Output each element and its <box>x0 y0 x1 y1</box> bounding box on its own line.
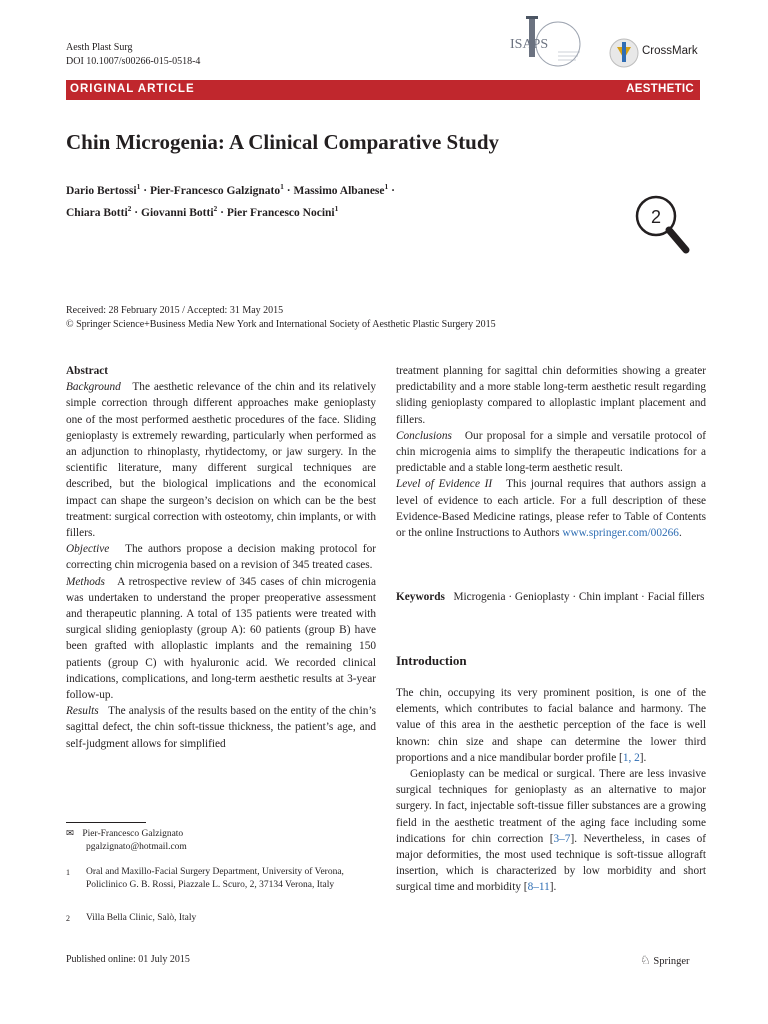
copyright: © Springer Science+Business Media New York and International Society of Aesthetic Plastic Surgery 2015 <box>66 319 496 330</box>
abstract-conclusions: Conclusions Our proposal for a simple and versatile protocol of chin microgenia aims to simplify the therapeutic indications for a predictable and a stable long-term aesthetic result. <box>396 429 706 475</box>
intro-paragraph-1: The chin, occupying its very prominent position, is one of the elements, which contributes to facial balance and harmony. The value of this area in the aesthetic perception of the face is well known: chin size and shape can determine the lower third proportions and a nice mandibular border profile [1, 2]. <box>396 687 706 764</box>
keywords: Keywords Microgenia · Genioplasty · Chin implant · Facial fillers <box>396 591 705 603</box>
article-type-banner <box>66 80 700 100</box>
abstract-level-of-evidence: Level of Evidence II This journal requires that authors assign a level of evidence to each article. For a full description of these Evidence-Based Medicine ratings, please refer to Table of Contents or the online Instructions to Authors www.springer.com/00266. <box>396 478 706 540</box>
footnote-divider <box>66 822 146 823</box>
crossmark-logo[interactable] <box>608 34 708 74</box>
springer-link[interactable]: www.springer.com/00266 <box>562 527 679 540</box>
abstract-results-cont: treatment planning for sagittal chin deformities showing a greater predictability and a more stable long-term aesthetic result regarding sliding genioplasty compared to alloplastic implant placement and fillers. <box>396 365 706 426</box>
introduction-body <box>396 685 706 896</box>
abstract-heading: Abstract <box>66 365 109 377</box>
abstract-methods: Methods A retrospective review of 345 cases of chin microgenia was undertaken to understand the proper preoperative assessment and therapeutic planning. A total of 135 patients were treated with surgical sliding genioplasty (group A): 60 patients (group B) have been grafted with alloplastic implants and the remaining 150 patients (group C) with hyaluronic acid. We recorded clinical indications, complications, and long-term aesthetic results at 3-year follow-up. <box>66 575 376 702</box>
doi[interactable]: DOI 10.1007/s00266-015-0518-4 <box>66 56 201 67</box>
author-list: Dario Bertossi$^1$ · Pier-Francesco Galzignato$^1$ · Massimo Albanese$^1$ · Chiara Botti$^2$ · Giovanni Botti$^2$ · Pier Francesco Nocini$^1$ <box>66 182 395 219</box>
published-date: Published online: 01 July 2015 <box>66 954 190 965</box>
springer-logo <box>640 953 690 968</box>
article-dates <box>66 304 706 332</box>
abstract-objective: Objective The authors propose a decision making protocol for correcting chin microgenia based on a revision of 345 treated cases. <box>66 543 376 572</box>
affiliation-1: 1 Oral and Maxillo-Facial Surgery Department, University of Verona, Policlinico G. B. Rossi, Piazzale L. Scuro, 2, 37134 Verona, Italy <box>66 867 344 890</box>
article-section: AESTHETIC <box>626 83 694 95</box>
correspondence <box>66 828 376 854</box>
abstract-results: Results The analysis of the results based on the entity of the chin’s sagittal defect, the chin soft-tissue thickness, the patient’s age, and self-judgment allows for simplified <box>66 705 376 750</box>
envelope-icon: ✉ <box>66 829 74 839</box>
received-accepted: Received: 28 February 2015 / Accepted: 31 May 2015 <box>66 305 284 316</box>
magnifier-evidence-icon <box>628 190 694 260</box>
article-title: Chin Microgenia: A Clinical Comparative Study <box>66 130 500 154</box>
ref-link[interactable]: 1, 2 <box>622 751 640 764</box>
author[interactable]: Giovanni Botti <box>141 206 214 219</box>
isaps-logo <box>508 14 590 74</box>
ref-link[interactable]: 3–7 <box>553 832 571 845</box>
intro-paragraph-2: Genioplasty can be medical or surgical. There are less invasive surgical techniques for genioplasty as an alternative to major surgery. In fact, injectable soft-tissue filler substances are a growing field in the aesthetic treatment of the aging face including some indications for chin correction [3–7]. Nevertheless, in cases of major deformities, the most used technique is soft-tissue allograft insertion, which is characterized by low morbidity and short surgical time and morbidity [8–11]. <box>396 768 706 894</box>
author[interactable]: Dario Bertossi <box>66 184 137 197</box>
abstract-left <box>66 363 376 752</box>
isaps-logo-text: ISAPS <box>510 37 549 52</box>
author[interactable]: Chiara Botti <box>66 206 128 219</box>
author[interactable]: Pier-Francesco Galzignato <box>149 184 281 197</box>
author[interactable]: Pier Francesco Nocini <box>226 206 335 219</box>
abstract-background: Background The aesthetic relevance of the chin and its relatively simple correction through different approaches make genioplasty one of the most performed aesthetic procedures of the face. Sliding genioplasty is extremely rewarding, particularly when performed as an adjunction to rhinoplasty, rhytidectomy, or jaw surgery. In the scientific literature, many different surgical techniques are described, but the biological implications and the economical impact can shape the surgeon’s decision on which can be the best treatment: surgical correction with osteotomy, chin implants, or with fillers. <box>66 381 376 540</box>
journal-name: Aesth Plast Surg <box>66 42 133 53</box>
author[interactable]: Massimo Albanese <box>293 184 385 197</box>
publisher-name: Springer <box>653 956 690 967</box>
email-link[interactable]: pgalzignato@hotmail.com <box>86 842 187 852</box>
springer-horse-icon: ♘ <box>640 953 651 967</box>
evidence-level-number: 2 <box>650 207 662 227</box>
abstract-right <box>396 363 706 541</box>
article-type: ORIGINAL ARTICLE <box>70 83 195 95</box>
ref-link[interactable]: 8–11 <box>527 881 550 894</box>
affiliation-2: 2 Villa Bella Clinic, Salò, Italy <box>66 913 197 923</box>
introduction-heading: Introduction <box>396 653 467 668</box>
journal-info <box>66 41 200 69</box>
crossmark-text: CrossMark <box>642 45 698 57</box>
corresponding-author: Pier-Francesco Galzignato <box>82 829 184 839</box>
